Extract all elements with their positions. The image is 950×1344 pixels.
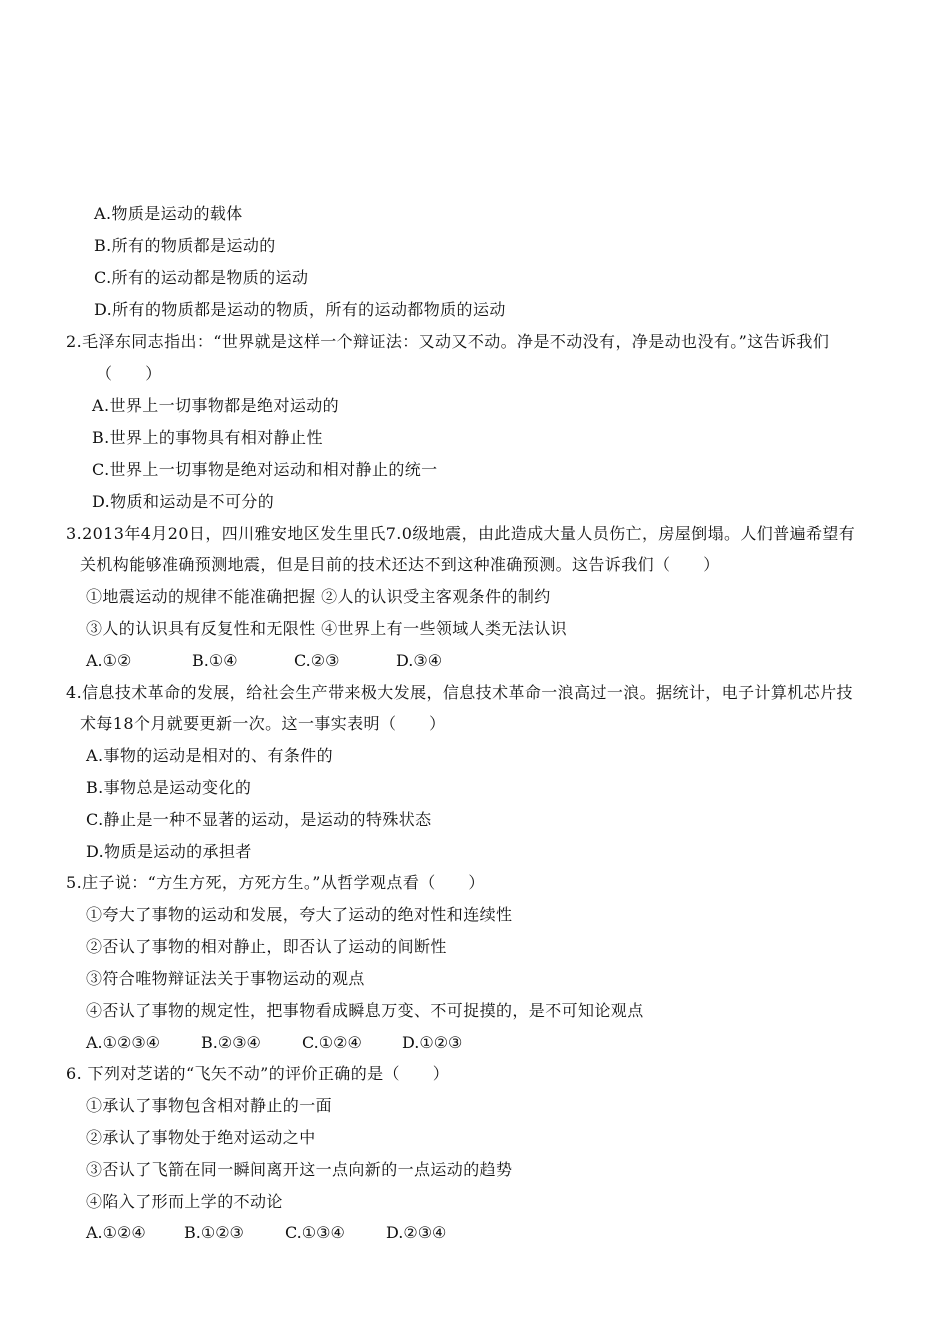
q6-item-4: ④陷入了形而上学的不动论 [86, 1192, 283, 1211]
q1-option-c: C.所有的运动都是物质的运动 [94, 268, 309, 287]
q5-item-4: ④否认了事物的规定性，把事物看成瞬息万变、不可捉摸的，是不可知论观点 [86, 1001, 644, 1020]
q2-stem: 2.毛泽东同志指出：“世界就是这样一个辩证法：又动又不动。净是不动没有，净是动也没有。”这告诉我们 [66, 332, 830, 351]
q2-option-c: C.世界上一切事物是绝对运动和相对静止的统一 [92, 460, 438, 479]
q3-choice-a: A.①② [86, 651, 132, 670]
q3-choice-c: C.②③ [294, 651, 340, 670]
q6-choice-a: A.①②④ [86, 1223, 146, 1242]
q6-choice-d: D.②③④ [386, 1223, 447, 1242]
q6-item-3: ③否认了飞箭在同一瞬间离开这一点向新的一点运动的趋势 [86, 1160, 513, 1179]
q2-option-a: A.世界上一切事物都是绝对运动的 [92, 396, 340, 415]
q5-item-2: ②否认了事物的相对静止，即否认了运动的间断性 [86, 937, 447, 956]
q3-stem-continued: 关机构能够准确预测地震，但是目前的技术还达不到这种准确预测。这告诉我们（ ） [80, 555, 720, 574]
q5-choice-a: A.①②③④ [86, 1033, 161, 1052]
q1-option-a: A.物质是运动的载体 [94, 204, 243, 223]
q3-item-2: ③人的认识具有反复性和无限性 ④世界上有一些领域人类无法认识 [86, 619, 568, 638]
q1-option-d: D.所有的物质都是运动的物质，所有的运动都物质的运动 [94, 300, 506, 319]
q6-choice-c: C.①③④ [285, 1223, 345, 1242]
q4-option-a: A.事物的运动是相对的、有条件的 [86, 746, 334, 765]
q2-option-d: D.物质和运动是不可分的 [92, 492, 275, 511]
q2-option-b: B.世界上的事物具有相对静止性 [92, 428, 323, 447]
q6-stem: 6. 下列对芝诺的“飞矢不动”的评价正确的是（ ） [66, 1064, 450, 1083]
q5-item-1: ①夸大了事物的运动和发展，夸大了运动的绝对性和连续性 [86, 905, 513, 924]
q4-stem: 4.信息技术革命的发展，给社会生产带来极大发展，信息技术革命一浪高过一浪。据统计，电子计算机芯片技 [66, 683, 853, 702]
q6-item-1: ①承认了事物包含相对静止的一面 [86, 1096, 333, 1115]
q4-option-d: D.物质是运动的承担者 [86, 842, 252, 861]
q2-answer-blank: （ ） [96, 364, 162, 383]
q6-choice-b: B.①②③ [184, 1223, 244, 1242]
q5-choice-c: C.①②④ [302, 1033, 362, 1052]
q5-stem: 5.庄子说：“方生方死，方死方生。”从哲学观点看（ ） [66, 873, 485, 892]
q4-stem-continued: 术每18个月就要更新一次。这一事实表明（ ） [80, 714, 446, 733]
q3-choice-d: D.③④ [396, 651, 443, 670]
q3-choice-b: B.①④ [192, 651, 238, 670]
q5-choice-b: B.②③④ [201, 1033, 261, 1052]
q1-option-b: B.所有的物质都是运动的 [94, 236, 276, 255]
q3-stem: 3.2013年4月20日，四川雅安地区发生里氏7.0级地震，由此造成大量人员伤亡，房屋倒塌。人们普遍希望有 [66, 524, 856, 543]
q4-option-c: C.静止是一种不显著的运动，是运动的特殊状态 [86, 810, 432, 829]
q4-option-b: B.事物总是运动变化的 [86, 778, 252, 797]
q5-choice-d: D.①②③ [402, 1033, 463, 1052]
q6-item-2: ②承认了事物处于绝对运动之中 [86, 1128, 316, 1147]
q3-item-1: ①地震运动的规律不能准确把握 ②人的认识受主客观条件的制约 [86, 587, 551, 606]
q5-item-3: ③符合唯物辩证法关于事物运动的观点 [86, 969, 365, 988]
